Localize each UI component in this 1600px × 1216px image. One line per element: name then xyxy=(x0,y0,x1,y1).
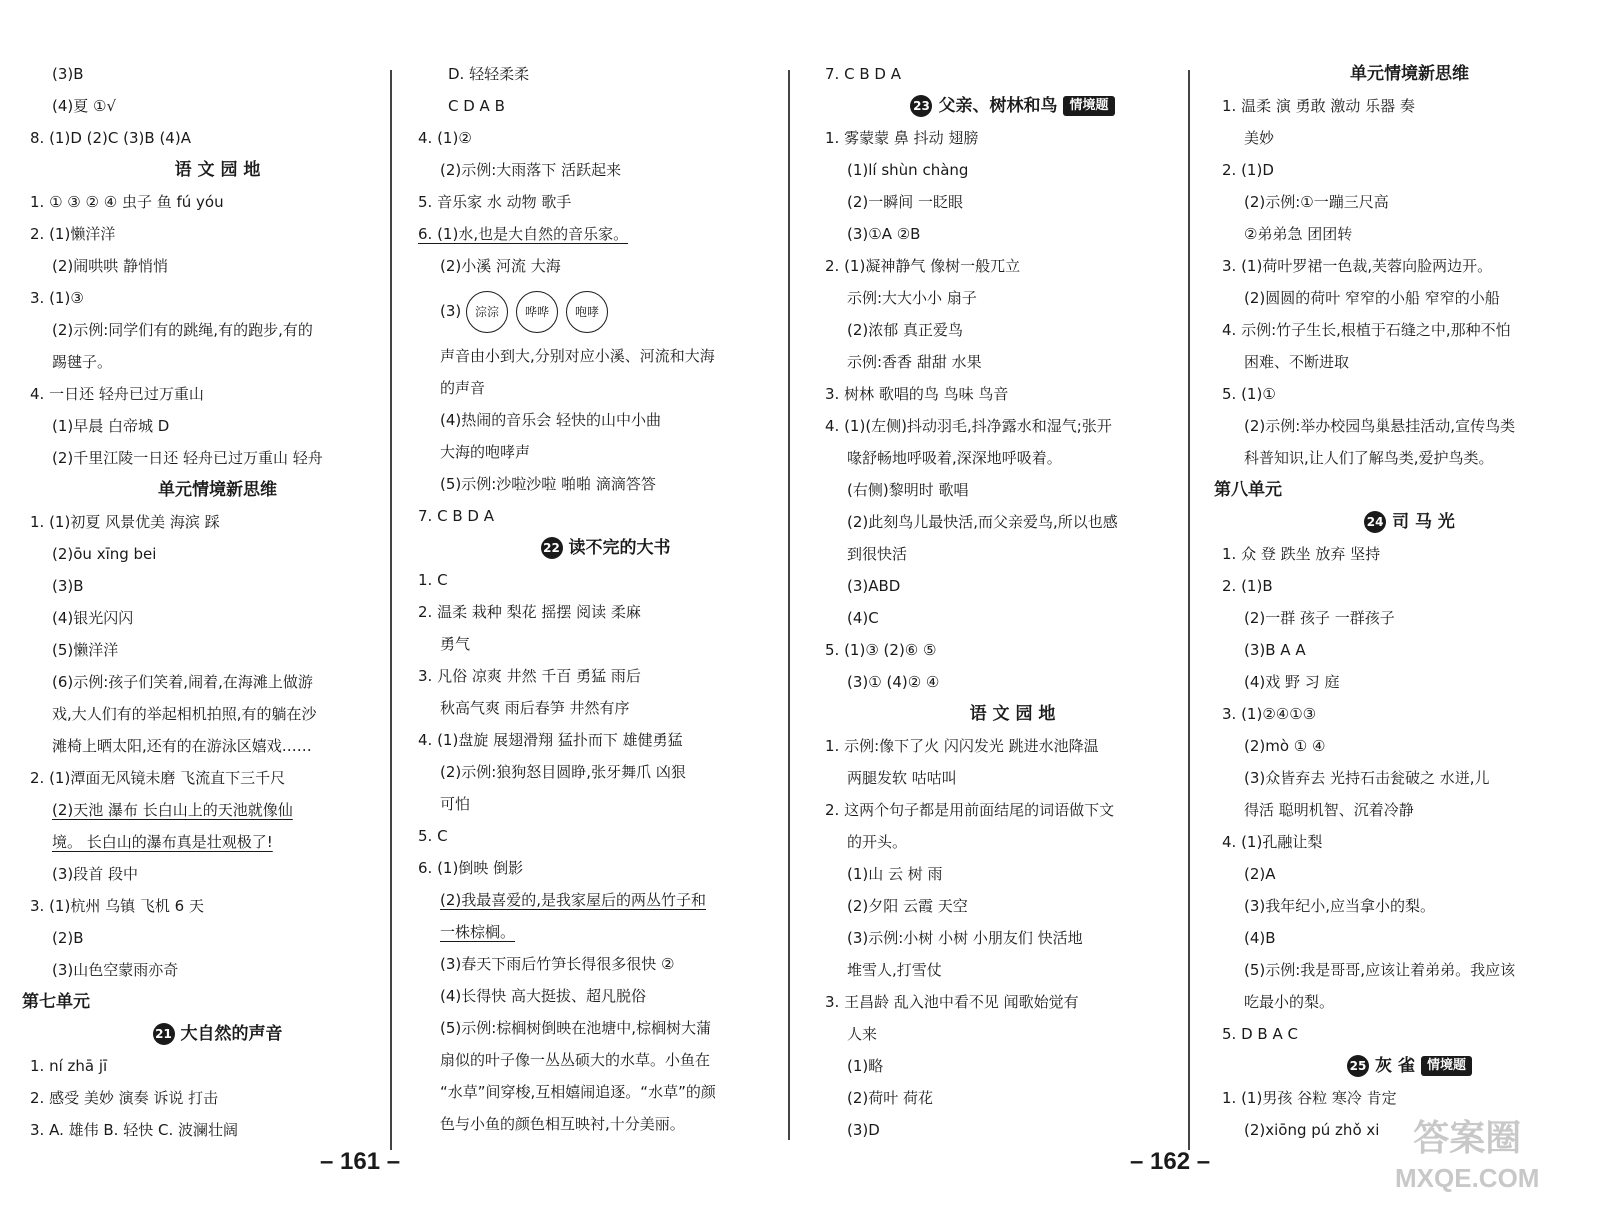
answer-line: 勇气 xyxy=(440,635,471,653)
answer-line: (3)众皆弃去 光持石击瓮破之 水迸,儿 xyxy=(1244,769,1490,787)
answer-line: (4)C xyxy=(847,609,879,627)
answer-line: (5)懒洋洋 xyxy=(52,641,119,659)
answer-line-underlined: 一株棕榈。 xyxy=(440,923,516,941)
answer-line: 6. (1)倒映 倒影 xyxy=(418,859,524,877)
answer-line: (2)一群 孩子 一群孩子 xyxy=(1244,609,1395,627)
answer-line-underlined: 境。 长白山的瀑布真是壮观极了! xyxy=(52,833,273,851)
answer-line: (2)示例:狼狗怒目圆睁,张牙舞爪 凶狠 xyxy=(440,763,686,781)
answer-line: (3)春天下雨后竹笋长得很多很快 ② xyxy=(440,955,675,973)
unit-heading: 第七单元 xyxy=(22,992,90,1012)
column-divider xyxy=(1188,70,1190,1150)
answer-line: (3)示例:小树 小树 小朋友们 快活地 xyxy=(847,929,1083,947)
answer-line: 2. (1)D xyxy=(1222,161,1274,179)
lesson-title-text: 父亲、树林和鸟 xyxy=(938,96,1058,116)
lesson-title xyxy=(30,1018,405,1050)
answer-line: 1. (1)初夏 风景优美 海滨 踩 xyxy=(30,513,220,531)
answer-line: 困难、不断进取 xyxy=(1244,353,1350,371)
answer-line: 滩椅上晒太阳,还有的在游泳区嬉戏…… xyxy=(52,737,312,755)
answer-line: 色与小鱼的颜色相互映衬,十分美丽。 xyxy=(440,1115,685,1133)
answer-line: (2)示例:①一蹦三尺高 xyxy=(1244,193,1389,211)
answer-line: (5)示例:我是哥哥,应该让着弟弟。我应该 xyxy=(1244,961,1516,979)
context-tag: 情境题 xyxy=(1421,1056,1472,1076)
watermark-line-1: 答案圈 xyxy=(1413,1117,1522,1158)
section-heading: 单元情境新思维 xyxy=(158,480,277,500)
answer-line: (1)略 xyxy=(847,1057,884,1075)
answer-line: 2. 这两个句子都是用前面结尾的词语做下文 xyxy=(825,801,1115,819)
answer-line: (2)浓郁 真正爱鸟 xyxy=(847,321,964,339)
answer-line-underlined: (2)我最喜爱的,是我家屋后的两丛竹子和 xyxy=(440,891,707,909)
circled-words-row xyxy=(418,282,793,340)
answer-line: (2)示例:大雨落下 活跃起来 xyxy=(440,161,622,179)
answer-line: 5. (1)① xyxy=(1222,385,1276,403)
answer-line: (2)A xyxy=(1244,865,1276,883)
answer-line: (2)一瞬间 一眨眼 xyxy=(847,193,964,211)
answer-line: 7. C B D A xyxy=(418,507,494,525)
section-heading: 语 文 园 地 xyxy=(174,160,261,180)
answer-line: (2)荷叶 荷花 xyxy=(847,1089,934,1107)
answer-line: (3)B A A xyxy=(1244,641,1306,659)
answer-line: 4. 一日还 轻舟已过万重山 xyxy=(30,385,204,403)
answer-line-underlined: 6. (1)水,也是大自然的音乐家。 xyxy=(418,225,629,243)
answer-line: (4)夏 ①√ xyxy=(52,97,117,115)
answer-line: 2. (1)潭面无风镜未磨 飞流直下三千尺 xyxy=(30,769,286,787)
answer-line: 3. (1)③ xyxy=(30,289,84,307)
lesson-title xyxy=(1222,1050,1597,1082)
column-2 xyxy=(418,58,793,1140)
answer-line: 4. (1)(左侧)抖动羽毛,抖净露水和湿气;张开 xyxy=(825,417,1112,435)
watermark xyxy=(1395,1118,1539,1198)
answer-line: 喙舒畅地呼吸着,深深地呼吸着。 xyxy=(847,449,1062,467)
answer-line: (2)千里江陵一日还 轻舟已过万重山 轻舟 xyxy=(52,449,323,467)
watermark-line-2: MXQE.COM xyxy=(1395,1163,1540,1193)
answer-line: 3. (1)荷叶罗裙一色裁,芙蓉向脸两边开。 xyxy=(1222,257,1493,275)
answer-line: 2. 温柔 栽种 梨花 摇摆 阅读 柔麻 xyxy=(418,603,641,621)
column-3 xyxy=(825,58,1200,1146)
answer-line: 秋高气爽 雨后春笋 井然有序 xyxy=(440,699,630,717)
answer-line: (3)B xyxy=(52,65,84,83)
answer-line: (3)B xyxy=(52,577,84,595)
answer-line: 5. 音乐家 水 动物 歌手 xyxy=(418,193,572,211)
answer-line: (2)小溪 河流 大海 xyxy=(440,257,561,275)
answer-line: 两腿发软 咕咕叫 xyxy=(847,769,957,787)
answer-line: 示例:大大小小 扇子 xyxy=(847,289,977,307)
lesson-number-badge: 21 xyxy=(153,1023,175,1045)
answer-line: 吃最小的梨。 xyxy=(1244,993,1335,1011)
answer-line: (2)圆圆的荷叶 窄窄的小船 窄窄的小船 xyxy=(1244,289,1500,307)
context-tag: 情境题 xyxy=(1063,96,1114,116)
answer-line: D. 轻轻柔柔 xyxy=(448,65,530,83)
answer-line: 2. (1)B xyxy=(1222,577,1273,595)
page-gutter xyxy=(788,70,790,1140)
lesson-number-badge: 25 xyxy=(1347,1055,1369,1077)
answer-line: (3)① (4)② ④ xyxy=(847,673,940,691)
lesson-title-text: 灰 雀 xyxy=(1375,1056,1415,1076)
answer-line: 7. C B D A xyxy=(825,65,901,83)
answer-line: (3)D xyxy=(847,1121,880,1139)
lesson-number-badge: 22 xyxy=(541,537,563,559)
answer-line: (2)示例:举办校园鸟巢悬挂活动,宣传鸟类 xyxy=(1244,417,1516,435)
answer-line: 1. (1)男孩 谷粒 寒冷 肯定 xyxy=(1222,1089,1397,1107)
lesson-title xyxy=(1222,506,1597,538)
column-4 xyxy=(1214,58,1597,1146)
answer-line: (3)①A ②B xyxy=(847,225,921,243)
answer-line: 声音由小到大,分别对应小溪、河流和大海 xyxy=(440,347,715,365)
answer-line: 5. D B A C xyxy=(1222,1025,1298,1043)
lesson-title xyxy=(825,90,1200,122)
circled-word: 咆哮 xyxy=(566,291,608,333)
answer-line: (2)夕阳 云霞 天空 xyxy=(847,897,968,915)
answer-line: (2)ōu xīng bei xyxy=(52,545,157,563)
answer-line: (3)ABD xyxy=(847,577,901,595)
answer-line: (2)此刻鸟儿最快活,而父亲爱鸟,所以也感 xyxy=(847,513,1118,531)
lesson-title-text: 大自然的声音 xyxy=(180,1024,283,1044)
lesson-title xyxy=(418,532,793,564)
answer-line: 8. (1)D (2)C (3)B (4)A xyxy=(30,129,191,147)
column-divider xyxy=(390,70,392,1150)
column-1 xyxy=(22,58,405,1146)
answer-line: 人来 xyxy=(847,1025,878,1043)
answer-line: 2. 感受 美妙 演奏 诉说 打击 xyxy=(30,1089,219,1107)
answer-line: 可怕 xyxy=(440,795,471,813)
answer-line: 科普知识,让人们了解鸟类,爱护鸟类。 xyxy=(1244,449,1494,467)
answer-line: 1. 温柔 演 勇敢 激动 乐器 奏 xyxy=(1222,97,1415,115)
answer-line: 3. 凡俗 凉爽 井然 千百 勇猛 雨后 xyxy=(418,667,641,685)
answer-line: 3. A. 雄伟 B. 轻快 C. 波澜壮阔 xyxy=(30,1121,238,1139)
answer-line: (3)我年纪小,应当拿小的梨。 xyxy=(1244,897,1436,915)
answer-line: (4)银光闪闪 xyxy=(52,609,134,627)
answer-line: 1. 雾蒙蒙 鼻 抖动 翅膀 xyxy=(825,129,979,147)
answer-line: (4)B xyxy=(1244,929,1276,947)
lesson-number-badge: 24 xyxy=(1364,511,1386,533)
page-number-right: – 162 – xyxy=(1130,1148,1211,1175)
answer-line: (2)xiōng pú zhǒ xi xyxy=(1244,1121,1380,1139)
section-heading: 单元情境新思维 xyxy=(1350,64,1469,84)
answer-line: (4)长得快 高大挺拔、超凡脱俗 xyxy=(440,987,647,1005)
answer-line: 1. C xyxy=(418,571,448,589)
answer-line: 3. (1)②④①③ xyxy=(1222,705,1317,723)
lesson-title-text: 读不完的大书 xyxy=(568,538,671,558)
answer-line: 5. (1)③ (2)⑥ ⑤ xyxy=(825,641,937,659)
answer-line: (2)mò ① ④ xyxy=(1244,737,1326,755)
answer-line: (1)lí shùn chàng xyxy=(847,161,969,179)
answer-line: (5)示例:棕榈树倒映在池塘中,棕榈树大蒲 xyxy=(440,1019,712,1037)
answer-line: 4. (1)盘旋 展翅滑翔 猛扑而下 雄健勇猛 xyxy=(418,731,683,749)
answer-line: (右侧)黎明时 歌唱 xyxy=(847,481,969,499)
answer-line: 1. ní zhā jī xyxy=(30,1057,108,1075)
answer-line: 的声音 xyxy=(440,379,486,397)
answer-line: (2)B xyxy=(52,929,84,947)
answer-line: (5)示例:沙啦沙啦 啪啪 滴滴答答 xyxy=(440,475,656,493)
answer-line: 2. (1)懒洋洋 xyxy=(30,225,116,243)
lesson-title-text: 司 马 光 xyxy=(1392,512,1455,532)
answer-line: 得活 聪明机智、沉着冷静 xyxy=(1244,801,1414,819)
answer-line: (1)早晨 白帝城 D xyxy=(52,417,170,435)
circled-word: 哗哗 xyxy=(516,291,558,333)
answer-line: 到很快活 xyxy=(847,545,908,563)
section-heading: 语 文 园 地 xyxy=(969,704,1056,724)
answer-line: (4)热闹的音乐会 轻快的山中小曲 xyxy=(440,411,662,429)
answer-line: 1. 众 登 跌坐 放弃 坚持 xyxy=(1222,545,1381,563)
answer-line: 4. 示例:竹子生长,根植于石缝之中,那种不怕 xyxy=(1222,321,1511,339)
answer-line: 2. (1)凝神静气 像树一般兀立 xyxy=(825,257,1021,275)
answer-line: 美妙 xyxy=(1244,129,1275,147)
answer-line: 4. (1)② xyxy=(418,129,472,147)
answer-line: 3. (1)杭州 乌镇 飞机 6 天 xyxy=(30,897,204,915)
answer-line-underlined: (2)天池 瀑布 长白山上的天池就像仙 xyxy=(52,801,293,819)
answer-line: 戏,大人们有的举起相机拍照,有的躺在沙 xyxy=(52,705,317,723)
answer-line: (3)山色空蒙雨亦奇 xyxy=(52,961,179,979)
answer-line: 4. (1)孔融让梨 xyxy=(1222,833,1323,851)
page-number-left: – 161 – xyxy=(320,1148,401,1175)
answer-line: (2)示例:同学们有的跳绳,有的跑步,有的 xyxy=(52,321,313,339)
answer-line: 踢毽子。 xyxy=(52,353,113,371)
answer-line: 示例:香香 甜甜 水果 xyxy=(847,353,982,371)
circled-word: 淙淙 xyxy=(466,291,508,333)
answer-line: (2)闹哄哄 静悄悄 xyxy=(52,257,169,275)
answer-line: C D A B xyxy=(448,97,505,115)
answer-line: 堆雪人,打雪仗 xyxy=(847,961,942,979)
answer-line: 1. ① ③ ② ④ 虫子 鱼 fú yóu xyxy=(30,193,224,211)
answer-line: 大海的咆哮声 xyxy=(440,443,531,461)
answer-line: 3. 王昌龄 乱入池中看不见 闻歌始觉有 xyxy=(825,993,1079,1011)
answer-label: (3) xyxy=(440,302,462,320)
answer-line: ②弟弟急 团团转 xyxy=(1244,225,1353,243)
answer-line: (1)山 云 树 雨 xyxy=(847,865,943,883)
answer-line: 3. 树林 歌唱的鸟 鸟味 鸟音 xyxy=(825,385,1009,403)
answer-line: 的开头。 xyxy=(847,833,908,851)
answer-line: “水草”间穿梭,互相嬉闹追逐。“水草”的颜 xyxy=(440,1083,716,1101)
answer-line: (4)戏 野 习 庭 xyxy=(1244,673,1340,691)
unit-heading: 第八单元 xyxy=(1214,480,1282,500)
answer-line: 5. C xyxy=(418,827,448,845)
answer-line: (3)段首 段中 xyxy=(52,865,139,883)
answer-line: 扇似的叶子像一丛丛硕大的水草。小鱼在 xyxy=(440,1051,711,1069)
answer-line: (6)示例:孩子们笑着,闹着,在海滩上做游 xyxy=(52,673,313,691)
lesson-number-badge: 23 xyxy=(910,95,932,117)
answer-line: 1. 示例:像下了火 闪闪发光 跳进水池降温 xyxy=(825,737,1099,755)
